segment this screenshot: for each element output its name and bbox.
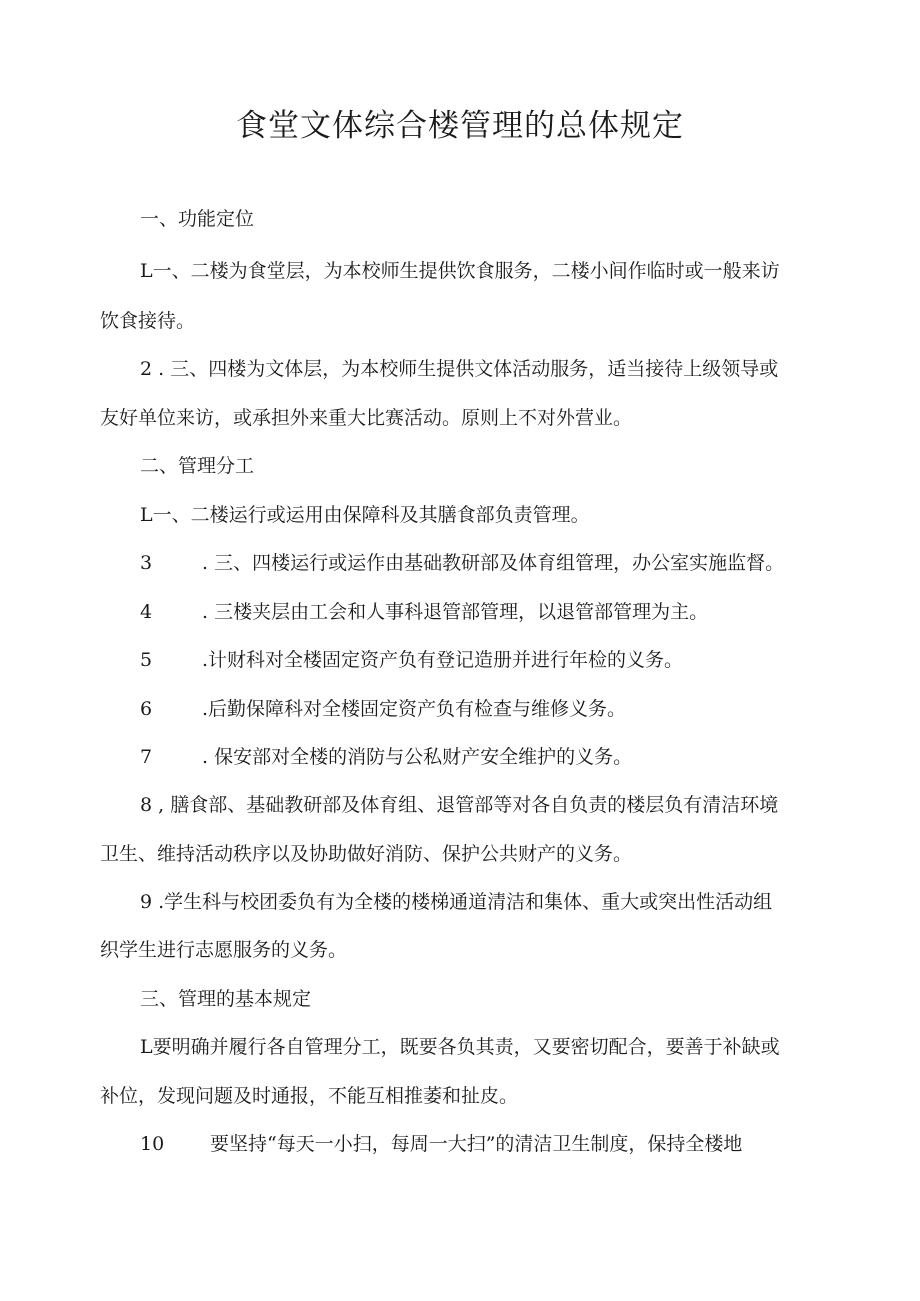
paragraph-10-line-2: 织学生进行志愿服务的义务。 xyxy=(100,939,348,961)
item-number: 6 xyxy=(140,698,153,720)
paragraph-5 xyxy=(140,597,830,627)
item-number: 7 xyxy=(140,746,153,768)
paragraph-1-line-2: 饮食接待。 xyxy=(100,310,196,332)
section-heading-2: 二、管理分工 xyxy=(140,455,255,477)
paragraph-7 xyxy=(140,694,830,724)
section-heading-1: 一、功能定位 xyxy=(140,208,255,230)
item-text: . 三、四楼运行或运作由基础教研部及体育组管理，办公室实施监督。 xyxy=(202,552,785,574)
item-text: .后勤保障科对全楼固定资产负有检查与维修义务。 xyxy=(202,698,627,720)
item-number: 4 xyxy=(140,601,153,623)
paragraph-2-line-1: 2 . 三、四楼为文体层，为本校师生提供文体活动服务，适当接待上级领导或 xyxy=(140,358,779,380)
paragraph-6 xyxy=(140,645,830,675)
paragraph-1-line-1: L一、二楼为食堂层，为本校师生提供饮食服务，二楼小间作临时或一般来访 xyxy=(140,260,780,282)
item-number: 10 xyxy=(140,1133,165,1155)
item-text: . 保安部对全楼的消防与公私财产安全维护的义务。 xyxy=(202,746,633,768)
paragraph-11-line-2: 补位，发现问题及时通报，不能互相推萎和扯皮。 xyxy=(100,1085,519,1107)
paragraph-10-line-1: 9 .学生科与校团委负有为全楼的楼梯通道清洁和集体、重大或突出性活动组 xyxy=(140,891,773,913)
paragraph-2-line-2: 友好单位来访，或承担外来重大比赛活动。原则上不对外营业。 xyxy=(100,407,633,429)
paragraph-9-line-1: 8 , 膳食部、基础教研部及体育组、退管部等对各自负责的楼层负有清洁环境 xyxy=(140,794,779,816)
item-number: 3 xyxy=(140,552,153,574)
paragraph-12 xyxy=(140,1129,830,1159)
paragraph-8 xyxy=(140,742,830,772)
item-text: .计财科对全楼固定资产负有登记造册并进行年检的义务。 xyxy=(202,649,684,671)
item-text: . 三楼夹层由工会和人事科退管部管理，以退管部管理为主。 xyxy=(202,601,709,623)
section-heading-3: 三、管理的基本规定 xyxy=(140,988,312,1010)
paragraph-3: L一、二楼运行或运用由保障科及其膳食部负责管理。 xyxy=(140,504,590,526)
paragraph-9-line-2: 卫生、维持活动秩序以及协助做好消防、保护公共财产的义务。 xyxy=(100,843,633,865)
paragraph-4 xyxy=(140,548,830,578)
page-title: 食堂文体综合楼管理的总体规定 xyxy=(236,108,684,144)
item-number: 5 xyxy=(140,649,153,671)
paragraph-11-line-1: L要明确并履行各自管理分工，既要各负其责，又要密切配合，要善于补缺或 xyxy=(140,1036,780,1058)
item-text: 要坚持“每天一小扫，每周一大扫”的清洁卫生制度，保持全楼地 xyxy=(210,1133,743,1155)
